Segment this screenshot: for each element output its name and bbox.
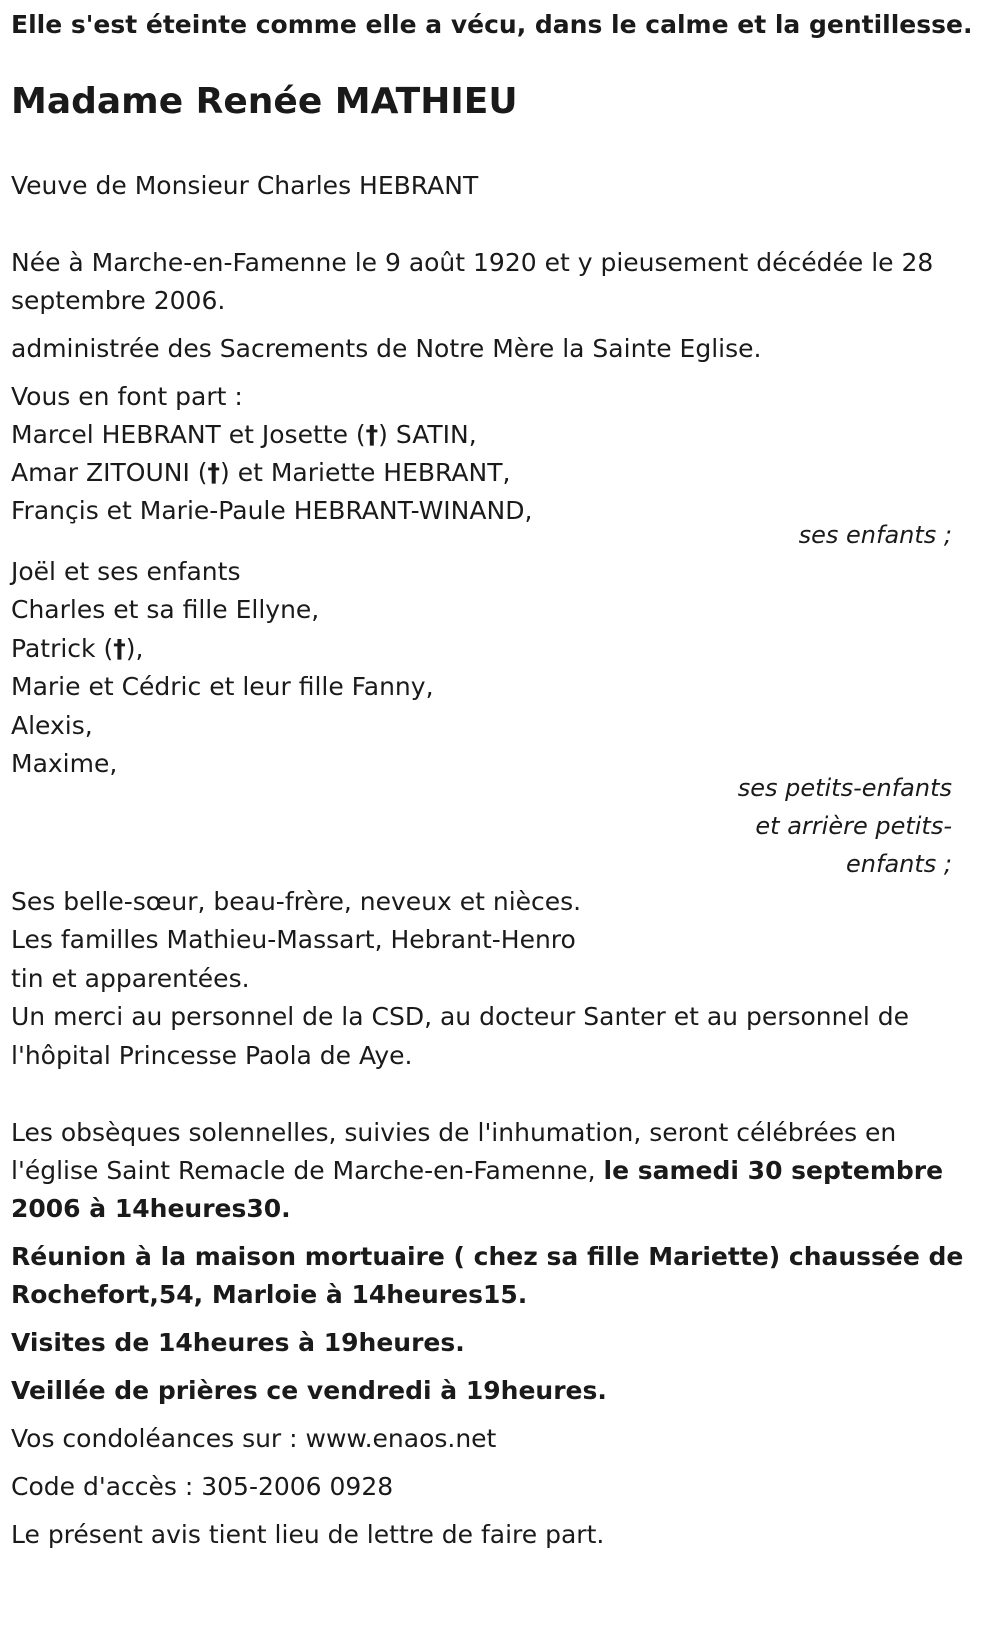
funeral-line-1: Les obsèques solennelles, suivies de l'inhumation, seront célébrées en	[11, 1118, 897, 1147]
grandchild-3	[11, 630, 143, 668]
thanks-line-1: Un merci au personnel de la CSD, au docteur Santer et au personnel de	[11, 1002, 910, 1031]
funeral-line-2	[11, 1152, 943, 1190]
grandchild-2: Charles et sa fille Ellyne,	[11, 595, 320, 624]
condolences-line: Vos condoléances sur : www.enaos.net	[11, 1424, 497, 1453]
grandchild-6: Maxime,	[11, 749, 118, 778]
grandchild-5: Alexis,	[11, 711, 93, 740]
grandchild-1: Joël et ses enfants	[11, 557, 241, 586]
notice-line: Le présent avis tient lieu de lettre de faire part.	[11, 1520, 605, 1549]
children-role: ses enfants ;	[798, 521, 952, 549]
meeting-line-1: Réunion à la maison mortuaire ( chez sa fille Mariette) chaussée de	[11, 1242, 964, 1271]
meeting-line-2: Rochefort,54, Marloie à 14heures15.	[11, 1280, 528, 1309]
family-line-1: Ses belle-sœur, beau-frère, neveux et nièces.	[11, 887, 582, 916]
child-2-text-before: Amar ZITOUNI (	[11, 458, 208, 487]
funeral-time: 2006 à 14heures30.	[11, 1194, 291, 1223]
cross-icon: †	[113, 634, 126, 663]
grandchild-3-text-before: Patrick (	[11, 634, 114, 663]
grandchildren-role-line-2: et arrière petits-	[755, 812, 952, 840]
grandchildren-role-line-3: enfants ;	[846, 850, 952, 878]
cross-icon: †	[365, 420, 379, 449]
sacraments-line: administrée des Sacrements de Notre Mère la Sainte Eglise.	[11, 334, 762, 363]
grandchild-4: Marie et Cédric et leur fille Fanny,	[11, 672, 434, 701]
announce-line: Vous en font part :	[11, 382, 243, 411]
birth-line-2: septembre 2006.	[11, 286, 226, 315]
vigil-line: Veillée de prières ce vendredi à 19heures.	[11, 1376, 607, 1405]
child-2	[11, 454, 510, 492]
visits-line: Visites de 14heures à 19heures.	[11, 1328, 465, 1357]
access-code-line: Code d'accès : 305-2006 0928	[11, 1472, 394, 1501]
funeral-date: le samedi 30 septembre	[603, 1156, 944, 1185]
grandchild-3-text-after: ),	[125, 634, 144, 663]
birth-line-1: Née à Marche-en-Famenne le 9 août 1920 et y pieusement décédée le 28	[11, 248, 934, 277]
funeral-line-2-normal: l'église Saint Remacle de Marche-en-Famenne,	[11, 1156, 604, 1185]
family-line-2: Les familles Mathieu-Massart, Hebrant-Henro	[11, 925, 576, 954]
family-line-3: tin et apparentées.	[11, 964, 250, 993]
intro-text: Elle s'est éteinte comme elle a vécu, dans le calme et la gentillesse.	[11, 10, 973, 39]
child-1-text-after: ) SATIN,	[378, 420, 477, 449]
deceased-name: Madame Renée MATHIEU	[11, 81, 518, 122]
thanks-line-2: l'hôpital Princesse Paola de Aye.	[11, 1041, 413, 1070]
child-1	[11, 416, 477, 454]
child-1-text-before: Marcel HEBRANT et Josette (	[11, 420, 366, 449]
grandchildren-role-line-1: ses petits-enfants	[737, 774, 952, 802]
child-2-text-after: ) et Mariette HEBRANT,	[220, 458, 511, 487]
widow-line: Veuve de Monsieur Charles HEBRANT	[11, 171, 479, 200]
cross-icon: †	[207, 458, 221, 487]
child-3: Françis et Marie-Paule HEBRANT-WINAND,	[11, 496, 533, 525]
